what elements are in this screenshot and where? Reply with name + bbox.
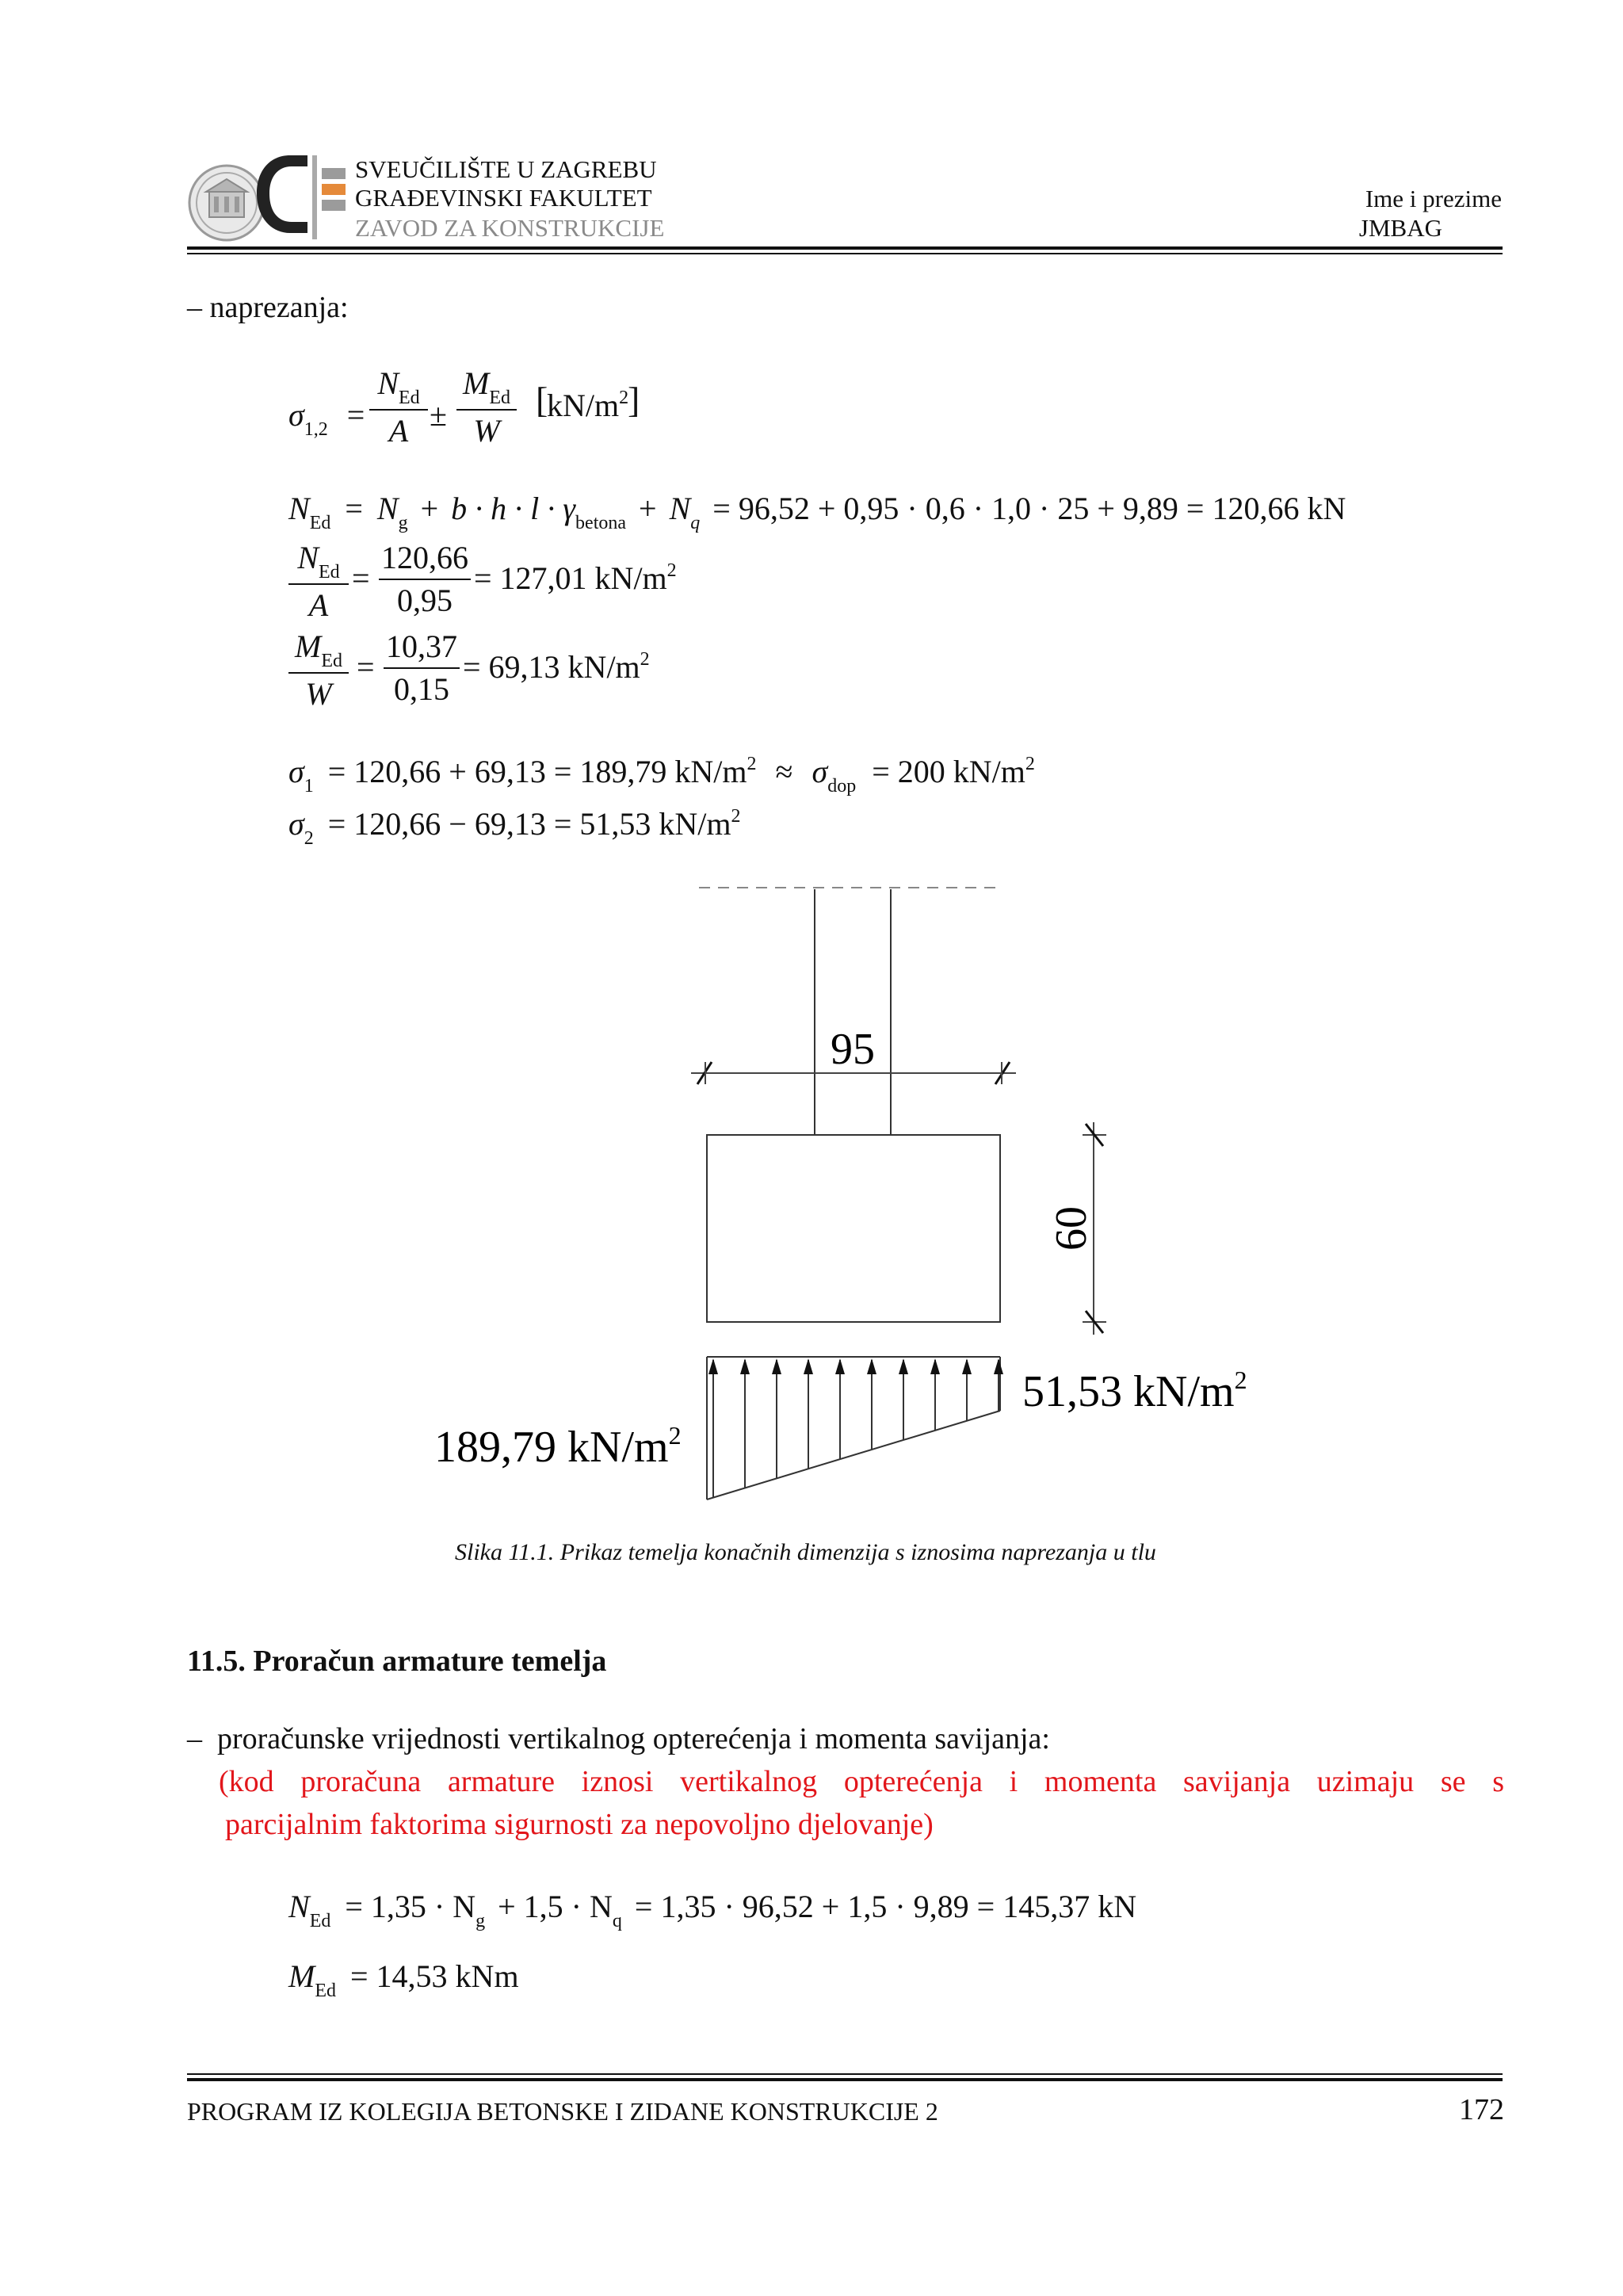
stress-arrow-head — [899, 1358, 908, 1374]
fraction-m-over-w: $M_{Ed}$ W — [456, 363, 517, 452]
section-bullet: – proračunske vrijednosti vertikalnog opterećenja i momenta savijanja: — [187, 1722, 1050, 1755]
footer-rule-top — [187, 2073, 1503, 2075]
formula-sigma-2: $\sigma_2 = 120,66 - 69,13 = 51,53$ $kN/m^2$ — [288, 806, 741, 849]
stress-diagram-slope — [707, 1411, 1000, 1499]
formula-ned-design: $N_{Ed} = 1,35 \cdot N_g + 1,5 \cdot N_q = 1,35 \cdot 96,52 + 1,5 \cdot 9,89 = 145,37$ kN — [288, 1889, 1137, 1931]
stress-arrow-head — [930, 1358, 940, 1374]
stress-label-left: 189,79 $kN/m^2$ — [434, 1421, 682, 1472]
height-dimension-label: 60 — [1047, 1206, 1096, 1251]
footer-rule-bottom — [187, 2078, 1503, 2081]
name-label: Ime i prezime — [1365, 185, 1502, 212]
section-heading: 11.5. Proračun armature temelja — [187, 1645, 607, 1678]
footer-program: PROGRAM IZ KOLEGIJA BETONSKE I ZIDANE KONSTRUKCIJE 2 — [187, 2097, 938, 2126]
stress-arrow-head — [962, 1358, 972, 1374]
fraction-n-over-a: $N_{Ed}$ A — [369, 363, 428, 452]
id-label: JMBAG — [1358, 214, 1442, 242]
stress-arrow-head — [708, 1358, 718, 1374]
intro-label: – naprezanja: — [187, 291, 349, 324]
university-name: SVEUČILIŠTE U ZAGREBU — [355, 155, 657, 183]
stress-arrows — [708, 1358, 1003, 1498]
department-name: ZAVOD ZA KONSTRUKCIJE — [355, 214, 665, 242]
unit-text: kN/m — [547, 388, 620, 423]
formula-med: $M_{Ed} = 14,53$ kNm — [288, 1958, 519, 2001]
stress-arrow-head — [804, 1358, 813, 1374]
stress-arrow-head — [740, 1358, 750, 1374]
stress-arrow-head — [772, 1358, 781, 1374]
section-note-line-2: parcijalnim faktorima sigurnosti za nepovoljno djelovanje) — [225, 1808, 934, 1841]
figure-caption: Slika 11.1. Prikaz temelja konačnih dimenzija s iznosima naprezanja u tlu — [455, 1539, 1156, 1565]
section-note-line-1: (kod proračuna armature iznosi vertikalnog opterećenja i momenta savijanja uzimaju se s — [219, 1765, 1504, 1798]
formula-ned: $N_{Ed} = N_g + b \cdot h \cdot l \cdot \gamma_{betona} + N_q = 96,52 + 0,95 \cdot 0,6 \cdot 1,0 \cdot 25 + 9,89 = 120,66$ kN — [288, 491, 1346, 533]
stress-arrow-head — [994, 1358, 1003, 1374]
stress-arrow-head — [835, 1358, 845, 1374]
stress-arrow-head — [867, 1358, 876, 1374]
formula-sigma-1: $\sigma_1 = 120,66 + 69,13 = 189,79$ $kN/m^2 \approx \sigma_{dop} = 200$ $kN/m^2$ — [288, 754, 1035, 797]
faculty-name: GRAĐEVINSKI FAKULTET — [355, 184, 652, 212]
footing-rectangle — [707, 1135, 1000, 1322]
sigma-subscript: 1,2 — [304, 419, 328, 440]
ned-result: = 96,52 + 0,95 · 0,6 · 1,0 · 25 + 9,89 = 120,66 kN — [712, 491, 1346, 526]
stress-label-right: 51,53 $kN/m^2$ — [1022, 1366, 1247, 1416]
sigma-symbol: σ — [288, 397, 304, 433]
width-dimension-label: 95 — [831, 1025, 875, 1074]
page-number: 172 — [1459, 2093, 1504, 2126]
